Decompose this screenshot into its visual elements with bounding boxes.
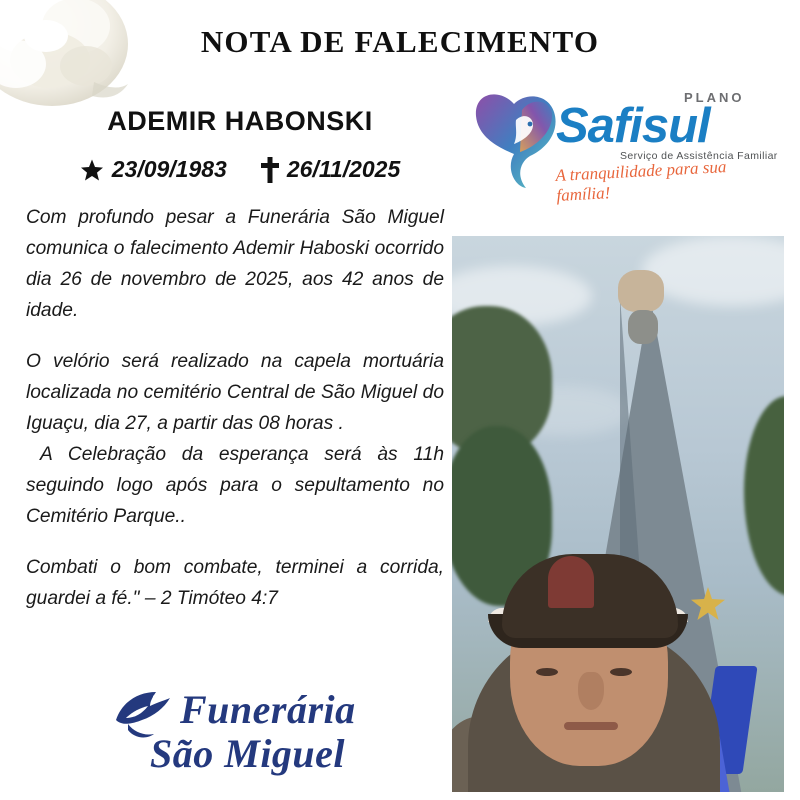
life-dates	[20, 156, 460, 183]
page-title: NOTA DE FALECIMENTO	[200, 24, 600, 59]
man-eye	[610, 668, 632, 676]
safisul-butterfly-icon	[470, 90, 562, 194]
body-paragraph-2: O velório será realizado na capela mortuária localizada no cemitério Central de São Miguel do Iguaçu, dia 27, a partir das 08 horas .	[26, 351, 444, 434]
safisul-slogan: A tranquilidade para sua família!	[554, 157, 727, 205]
deceased-name: ADEMIR HABONSKI	[107, 106, 373, 136]
birth-date-item	[80, 156, 227, 183]
statue-star-icon	[690, 586, 726, 622]
funeraria-line2: São Miguel	[150, 731, 346, 776]
statue-face	[628, 310, 658, 344]
man-cap-patch	[548, 556, 594, 608]
body-paragraph-3: A Celebração da esperança será às 11h seguindo logo após para o sepultamento no Cemitério Parque..	[26, 444, 444, 527]
man-mouth	[564, 722, 618, 730]
safisul-brand-text: Safisul	[556, 99, 710, 153]
funeraria-line1: Funerária	[180, 687, 356, 732]
man-eye	[536, 668, 558, 676]
body-paragraph-1: Com profundo pesar a Funerária São Miguel comunica o falecimento Ademir Haboski ocorrido dia 26 de novembro de 2025, aos 42 anos de idade.	[26, 207, 444, 321]
safisul-plano-text: PLANO	[684, 90, 745, 105]
death-date-item	[261, 156, 400, 183]
body-verse: Combati o bom combate, terminei a corrida, guardei a fé." – 2 Timóteo 4:7	[26, 557, 444, 609]
deceased-photo	[452, 236, 784, 792]
death-date-text: 26/11/2025	[286, 156, 401, 182]
birth-date-text: 23/09/1983	[111, 156, 227, 182]
star-icon	[80, 158, 104, 182]
safisul-logo	[470, 88, 780, 205]
man-nose	[578, 672, 604, 710]
safisul-subtitle: Serviço de Assistência Familiar	[620, 150, 778, 162]
statue-crown	[618, 270, 664, 312]
cross-icon	[261, 157, 279, 183]
obituary-body	[26, 202, 444, 634]
funeraria-sao-miguel-logo	[108, 678, 398, 786]
